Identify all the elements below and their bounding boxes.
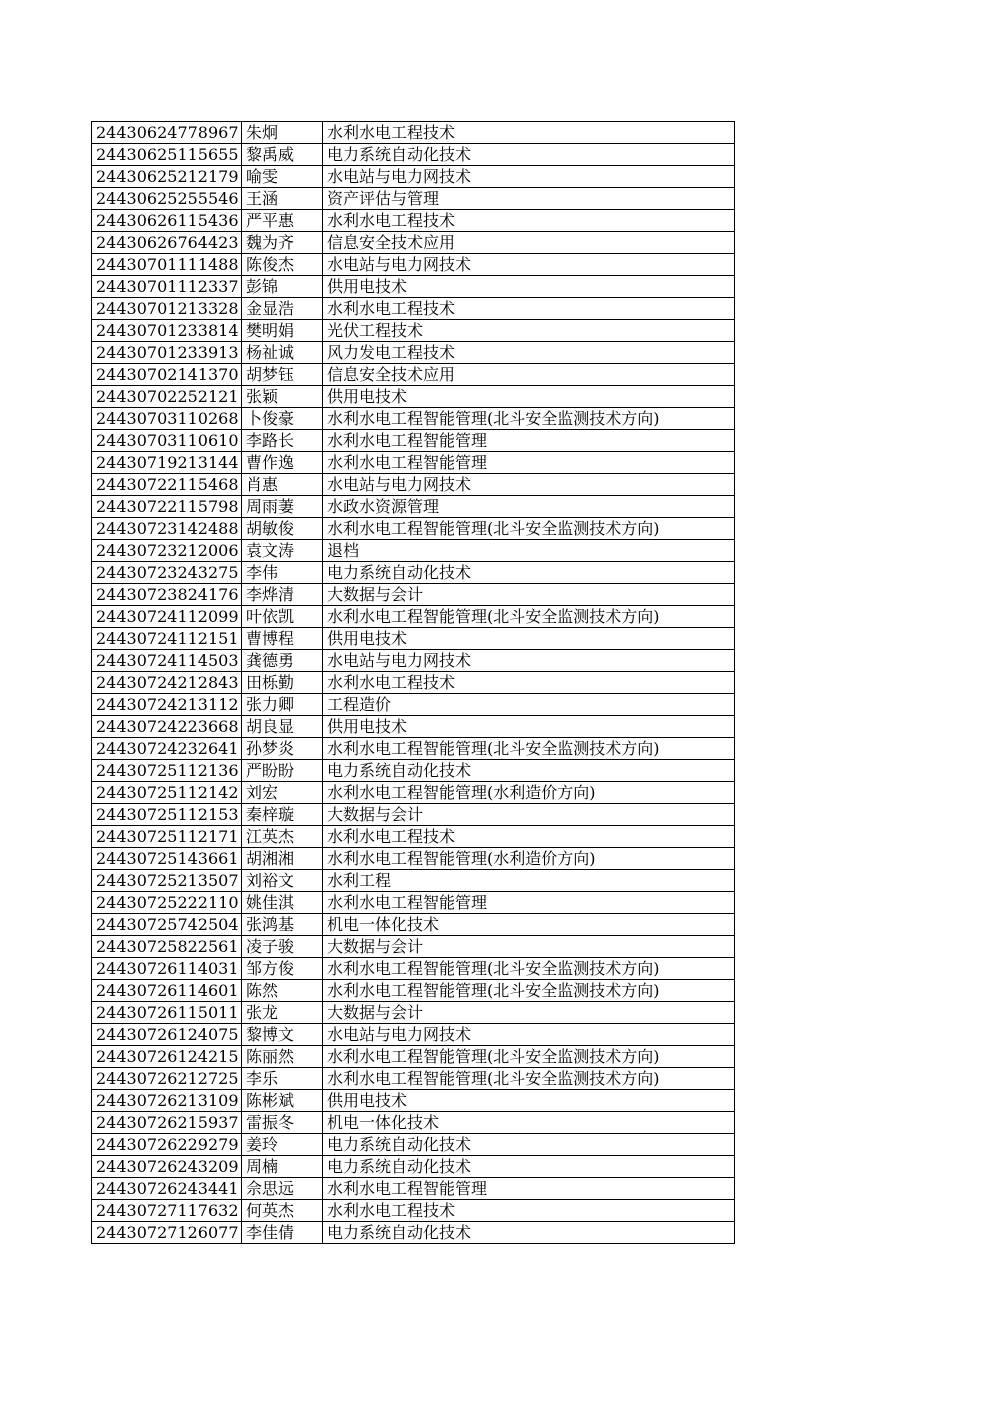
student-name-cell: 凌子骏: [242, 936, 323, 958]
student-name-cell: 李烨清: [242, 584, 323, 606]
table-row: [92, 408, 735, 430]
major-cell: 供用电技术: [323, 276, 735, 298]
student-name-cell: 佘思远: [242, 1178, 323, 1200]
major-cell: 水电站与电力网技术: [323, 166, 735, 188]
table-row: [92, 122, 735, 144]
major-cell: 水利水电工程智能管理(北斗安全监测技术方向): [323, 980, 735, 1002]
table-row: [92, 298, 735, 320]
major-cell: 电力系统自动化技术: [323, 144, 735, 166]
table-row: [92, 562, 735, 584]
major-cell: 机电一体化技术: [323, 1112, 735, 1134]
major-cell: 水政水资源管理: [323, 496, 735, 518]
student-id-cell: 24430726115011: [92, 1002, 242, 1024]
student-name-cell: 胡湘湘: [242, 848, 323, 870]
student-name-cell: 李乐: [242, 1068, 323, 1090]
student-name-cell: 叶依凯: [242, 606, 323, 628]
student-name-cell: 李佳倩: [242, 1222, 323, 1244]
student-name-cell: 胡良显: [242, 716, 323, 738]
table-row: [92, 892, 735, 914]
table-row: [92, 826, 735, 848]
table-row: [92, 1090, 735, 1112]
major-cell: 信息安全技术应用: [323, 364, 735, 386]
major-cell: 电力系统自动化技术: [323, 1134, 735, 1156]
table-row: [92, 848, 735, 870]
student-id-cell: 24430724213112: [92, 694, 242, 716]
table-row: [92, 386, 735, 408]
table-row: [92, 474, 735, 496]
major-cell: 水利水电工程智能管理(北斗安全监测技术方向): [323, 518, 735, 540]
major-cell: 水利工程: [323, 870, 735, 892]
table-row: [92, 320, 735, 342]
table-row: [92, 1112, 735, 1134]
student-id-cell: 24430701112337: [92, 276, 242, 298]
student-id-cell: 24430724112151: [92, 628, 242, 650]
student-id-cell: 24430625255546: [92, 188, 242, 210]
student-id-cell: 24430725222110: [92, 892, 242, 914]
table-row: [92, 760, 735, 782]
student-id-cell: 24430703110610: [92, 430, 242, 452]
roster-body: [92, 122, 735, 1244]
major-cell: 水利水电工程智能管理(水利造价方向): [323, 848, 735, 870]
major-cell: 大数据与会计: [323, 1002, 735, 1024]
major-cell: 退档: [323, 540, 735, 562]
major-cell: 水利水电工程智能管理(北斗安全监测技术方向): [323, 606, 735, 628]
major-cell: 资产评估与管理: [323, 188, 735, 210]
student-id-cell: 24430723243275: [92, 562, 242, 584]
major-cell: 大数据与会计: [323, 584, 735, 606]
student-name-cell: 陈丽然: [242, 1046, 323, 1068]
major-cell: 电力系统自动化技术: [323, 760, 735, 782]
major-cell: 水电站与电力网技术: [323, 474, 735, 496]
major-cell: 水利水电工程技术: [323, 672, 735, 694]
major-cell: 电力系统自动化技术: [323, 1222, 735, 1244]
table-row: [92, 166, 735, 188]
table-row: [92, 518, 735, 540]
student-name-cell: 金显浩: [242, 298, 323, 320]
student-name-cell: 胡梦钰: [242, 364, 323, 386]
student-id-cell: 24430726243441: [92, 1178, 242, 1200]
table-row: [92, 914, 735, 936]
table-row: [92, 782, 735, 804]
table-row: [92, 1200, 735, 1222]
major-cell: 水利水电工程智能管理(北斗安全监测技术方向): [323, 1068, 735, 1090]
student-id-cell: 24430725143661: [92, 848, 242, 870]
student-name-cell: 雷振冬: [242, 1112, 323, 1134]
student-name-cell: 李路长: [242, 430, 323, 452]
student-name-cell: 周楠: [242, 1156, 323, 1178]
student-id-cell: 24430725112153: [92, 804, 242, 826]
student-id-cell: 24430725112142: [92, 782, 242, 804]
table-row: [92, 1156, 735, 1178]
student-name-cell: 杨祉诚: [242, 342, 323, 364]
major-cell: 水利水电工程智能管理(水利造价方向): [323, 782, 735, 804]
student-id-cell: 24430701111488: [92, 254, 242, 276]
student-name-cell: 肖惠: [242, 474, 323, 496]
student-name-cell: 陈彬斌: [242, 1090, 323, 1112]
student-name-cell: 周雨萋: [242, 496, 323, 518]
major-cell: 供用电技术: [323, 716, 735, 738]
table-row: [92, 1222, 735, 1244]
major-cell: 水利水电工程智能管理(北斗安全监测技术方向): [323, 958, 735, 980]
student-name-cell: 秦梓璇: [242, 804, 323, 826]
student-id-cell: 24430726213109: [92, 1090, 242, 1112]
student-id-cell: 24430724112099: [92, 606, 242, 628]
student-id-cell: 24430726243209: [92, 1156, 242, 1178]
table-row: [92, 342, 735, 364]
student-id-cell: 24430702252121: [92, 386, 242, 408]
student-id-cell: 24430719213144: [92, 452, 242, 474]
table-row: [92, 958, 735, 980]
table-row: [92, 1002, 735, 1024]
major-cell: 电力系统自动化技术: [323, 562, 735, 584]
table-row: [92, 584, 735, 606]
student-id-cell: 24430726124075: [92, 1024, 242, 1046]
table-row: [92, 936, 735, 958]
student-name-cell: 喻雯: [242, 166, 323, 188]
major-cell: 水利水电工程智能管理: [323, 1178, 735, 1200]
student-name-cell: 田栎勤: [242, 672, 323, 694]
student-id-cell: 24430727117632: [92, 1200, 242, 1222]
major-cell: 供用电技术: [323, 386, 735, 408]
student-id-cell: 24430726215937: [92, 1112, 242, 1134]
table-row: [92, 980, 735, 1002]
table-row: [92, 276, 735, 298]
major-cell: 供用电技术: [323, 1090, 735, 1112]
table-row: [92, 496, 735, 518]
student-name-cell: 江英杰: [242, 826, 323, 848]
student-id-cell: 24430725822561: [92, 936, 242, 958]
student-id-cell: 24430701233913: [92, 342, 242, 364]
major-cell: 电力系统自动化技术: [323, 1156, 735, 1178]
student-name-cell: 姜玲: [242, 1134, 323, 1156]
student-id-cell: 24430723824176: [92, 584, 242, 606]
student-id-cell: 24430725213507: [92, 870, 242, 892]
major-cell: 风力发电工程技术: [323, 342, 735, 364]
table-row: [92, 716, 735, 738]
student-id-cell: 24430726229279: [92, 1134, 242, 1156]
student-name-cell: 魏为齐: [242, 232, 323, 254]
major-cell: 水利水电工程智能管理: [323, 452, 735, 474]
major-cell: 机电一体化技术: [323, 914, 735, 936]
student-name-cell: 严盼盼: [242, 760, 323, 782]
table-row: [92, 870, 735, 892]
student-id-cell: 24430722115468: [92, 474, 242, 496]
table-row: [92, 1024, 735, 1046]
table-row: [92, 232, 735, 254]
student-name-cell: 彭锦: [242, 276, 323, 298]
table-row: [92, 144, 735, 166]
student-id-cell: 24430701213328: [92, 298, 242, 320]
major-cell: 水利水电工程智能管理: [323, 430, 735, 452]
student-id-cell: 24430726212725: [92, 1068, 242, 1090]
major-cell: 水利水电工程技术: [323, 298, 735, 320]
student-id-cell: 24430725112171: [92, 826, 242, 848]
student-name-cell: 张颖: [242, 386, 323, 408]
student-name-cell: 张鸿基: [242, 914, 323, 936]
student-id-cell: 24430723212006: [92, 540, 242, 562]
student-id-cell: 24430725742504: [92, 914, 242, 936]
major-cell: 工程造价: [323, 694, 735, 716]
major-cell: 信息安全技术应用: [323, 232, 735, 254]
major-cell: 水利水电工程技术: [323, 1200, 735, 1222]
student-name-cell: 刘裕文: [242, 870, 323, 892]
admission-roster-table: [91, 121, 735, 1244]
table-row: [92, 364, 735, 386]
major-cell: 水电站与电力网技术: [323, 254, 735, 276]
table-row: [92, 672, 735, 694]
student-id-cell: 24430726114601: [92, 980, 242, 1002]
student-name-cell: 朱炯: [242, 122, 323, 144]
major-cell: 水电站与电力网技术: [323, 1024, 735, 1046]
student-name-cell: 王涵: [242, 188, 323, 210]
major-cell: 水利水电工程智能管理(北斗安全监测技术方向): [323, 738, 735, 760]
table-row: [92, 694, 735, 716]
student-name-cell: 姚佳淇: [242, 892, 323, 914]
table-row: [92, 804, 735, 826]
student-name-cell: 曹作逸: [242, 452, 323, 474]
student-id-cell: 24430724223668: [92, 716, 242, 738]
major-cell: 水电站与电力网技术: [323, 650, 735, 672]
student-name-cell: 严平惠: [242, 210, 323, 232]
student-name-cell: 李伟: [242, 562, 323, 584]
student-name-cell: 樊明娟: [242, 320, 323, 342]
table-row: [92, 606, 735, 628]
major-cell: 供用电技术: [323, 628, 735, 650]
student-id-cell: 24430701233814: [92, 320, 242, 342]
student-id-cell: 24430724212843: [92, 672, 242, 694]
table-row: [92, 540, 735, 562]
major-cell: 水利水电工程智能管理: [323, 892, 735, 914]
student-id-cell: 24430726114031: [92, 958, 242, 980]
student-name-cell: 何英杰: [242, 1200, 323, 1222]
student-name-cell: 黎博文: [242, 1024, 323, 1046]
student-id-cell: 24430626115436: [92, 210, 242, 232]
table-row: [92, 1178, 735, 1200]
student-id-cell: 24430625212179: [92, 166, 242, 188]
student-id-cell: 24430724114503: [92, 650, 242, 672]
student-name-cell: 刘宏: [242, 782, 323, 804]
major-cell: 水利水电工程技术: [323, 826, 735, 848]
student-name-cell: 曹博程: [242, 628, 323, 650]
table-row: [92, 1068, 735, 1090]
major-cell: 水利水电工程智能管理(北斗安全监测技术方向): [323, 408, 735, 430]
student-name-cell: 卜俊豪: [242, 408, 323, 430]
student-id-cell: 24430727126077: [92, 1222, 242, 1244]
table-row: [92, 650, 735, 672]
table-row: [92, 452, 735, 474]
table-row: [92, 254, 735, 276]
table-row: [92, 210, 735, 232]
student-name-cell: 陈俊杰: [242, 254, 323, 276]
student-name-cell: 龚德勇: [242, 650, 323, 672]
student-name-cell: 黎禹威: [242, 144, 323, 166]
major-cell: 大数据与会计: [323, 804, 735, 826]
student-id-cell: 24430724232641: [92, 738, 242, 760]
student-name-cell: 孙梦炎: [242, 738, 323, 760]
student-id-cell: 24430624778967: [92, 122, 242, 144]
student-name-cell: 张力卿: [242, 694, 323, 716]
student-id-cell: 24430625115655: [92, 144, 242, 166]
major-cell: 水利水电工程技术: [323, 122, 735, 144]
major-cell: 光伏工程技术: [323, 320, 735, 342]
student-id-cell: 24430725112136: [92, 760, 242, 782]
student-id-cell: 24430726124215: [92, 1046, 242, 1068]
table-row: [92, 1134, 735, 1156]
student-id-cell: 24430703110268: [92, 408, 242, 430]
student-name-cell: 袁文涛: [242, 540, 323, 562]
student-id-cell: 24430723142488: [92, 518, 242, 540]
major-cell: 大数据与会计: [323, 936, 735, 958]
student-name-cell: 陈然: [242, 980, 323, 1002]
table-row: [92, 188, 735, 210]
student-name-cell: 张龙: [242, 1002, 323, 1024]
major-cell: 水利水电工程智能管理(北斗安全监测技术方向): [323, 1046, 735, 1068]
student-id-cell: 24430722115798: [92, 496, 242, 518]
table-row: [92, 430, 735, 452]
table-row: [92, 1046, 735, 1068]
student-name-cell: 胡敏俊: [242, 518, 323, 540]
student-id-cell: 24430626764423: [92, 232, 242, 254]
student-id-cell: 24430702141370: [92, 364, 242, 386]
student-name-cell: 邹方俊: [242, 958, 323, 980]
table-row: [92, 738, 735, 760]
major-cell: 水利水电工程技术: [323, 210, 735, 232]
table-row: [92, 628, 735, 650]
